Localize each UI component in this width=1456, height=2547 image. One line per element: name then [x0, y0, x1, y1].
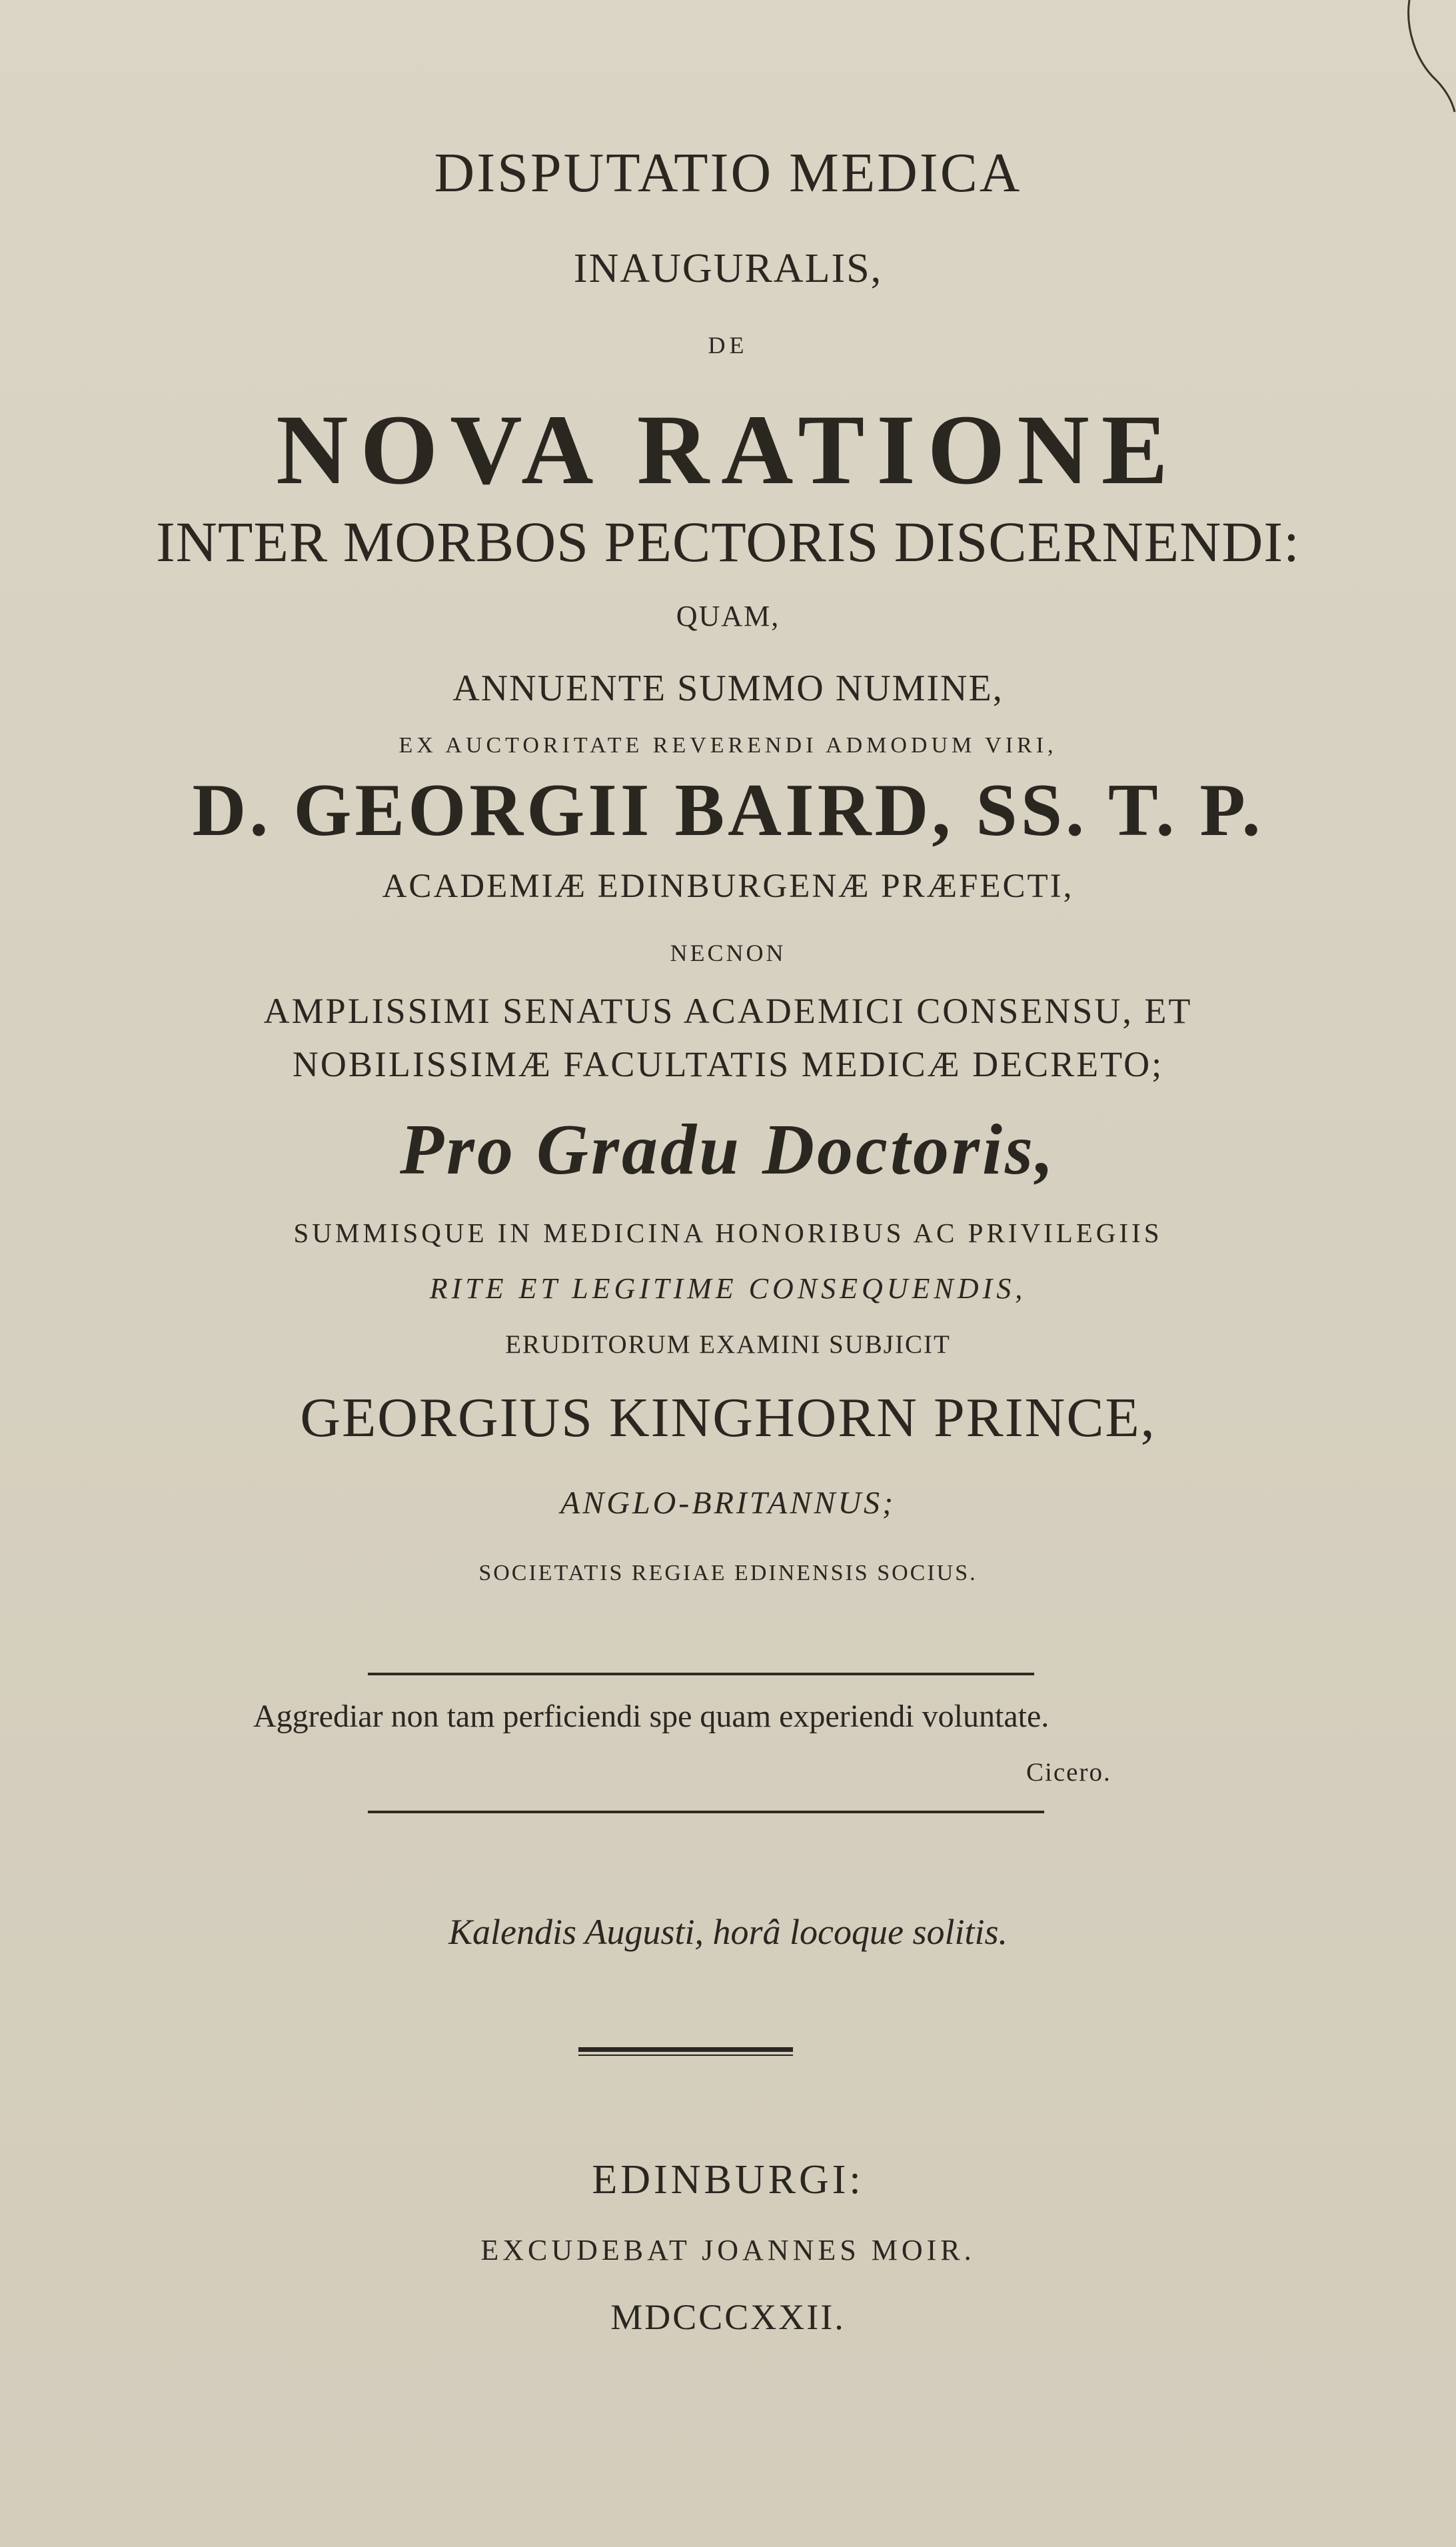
principal-name: D. GEORGII BAIRD, SS. T. P. — [192, 769, 1264, 852]
imprint-year: MDCCCXXII. — [610, 2297, 846, 2337]
epigraph-author: Cicero. — [1026, 1758, 1111, 1787]
line-rite: RITE ET LEGITIME CONSEQUENDIS, — [429, 1272, 1027, 1305]
title-line-de: DE — [708, 332, 748, 359]
main-title: NOVA RATIONE — [276, 395, 1180, 505]
line-academiae: ACADEMIÆ EDINBURGENÆ PRÆFECTI, — [382, 868, 1074, 905]
epigraph-rule-top — [368, 1673, 1034, 1675]
author-name: GEORGIUS KINGHORN PRINCE, — [300, 1387, 1156, 1449]
title-line-inauguralis: INAUGURALIS, — [573, 246, 883, 291]
epigraph-quote: Aggrediar non tam perficiendi spe quam experiendi voluntate. — [253, 1699, 1050, 1734]
imprint-city: EDINBURGI: — [592, 2157, 864, 2202]
title-line-disputatio: DISPUTATIO MEDICA — [434, 142, 1022, 204]
author-society: SOCIETATIS REGIAE EDINENSIS SOCIUS. — [478, 1561, 978, 1585]
corner-pencil-mark — [1396, 0, 1456, 113]
line-honoribus: SUMMISQUE IN MEDICINA HONORIBUS AC PRIVILEGIIS — [293, 1218, 1163, 1248]
line-necnon: NECNON — [670, 940, 786, 966]
ornamental-rule — [578, 2047, 793, 2057]
imprint-printer: EXCUDEBAT JOANNES MOIR. — [480, 2234, 976, 2266]
line-senatus: AMPLISSIMI SENATUS ACADEMICI CONSENSU, ET — [263, 991, 1193, 1031]
line-annuente: ANNUENTE SUMMO NUMINE, — [452, 668, 1004, 709]
subtitle: INTER MORBOS PECTORIS DISCERNENDI: — [156, 510, 1300, 574]
epigraph-rule-bottom — [368, 1811, 1044, 1813]
line-quam: QUAM, — [676, 600, 780, 632]
degree-line: Pro Gradu Doctoris, — [399, 1110, 1057, 1190]
date-line: Kalendis Augusti, horâ locoque solitis. — [448, 1912, 1008, 1952]
line-facultatis: NOBILISSIMÆ FACULTATIS MEDICÆ DECRETO; — [292, 1044, 1164, 1084]
author-nationality: ANGLO-BRITANNUS; — [560, 1485, 896, 1521]
line-eruditorum: ERUDITORUM EXAMINI SUBJICIT — [505, 1330, 951, 1359]
line-auctoritate: EX AUCTORITATE REVERENDI ADMODUM VIRI, — [398, 733, 1058, 758]
